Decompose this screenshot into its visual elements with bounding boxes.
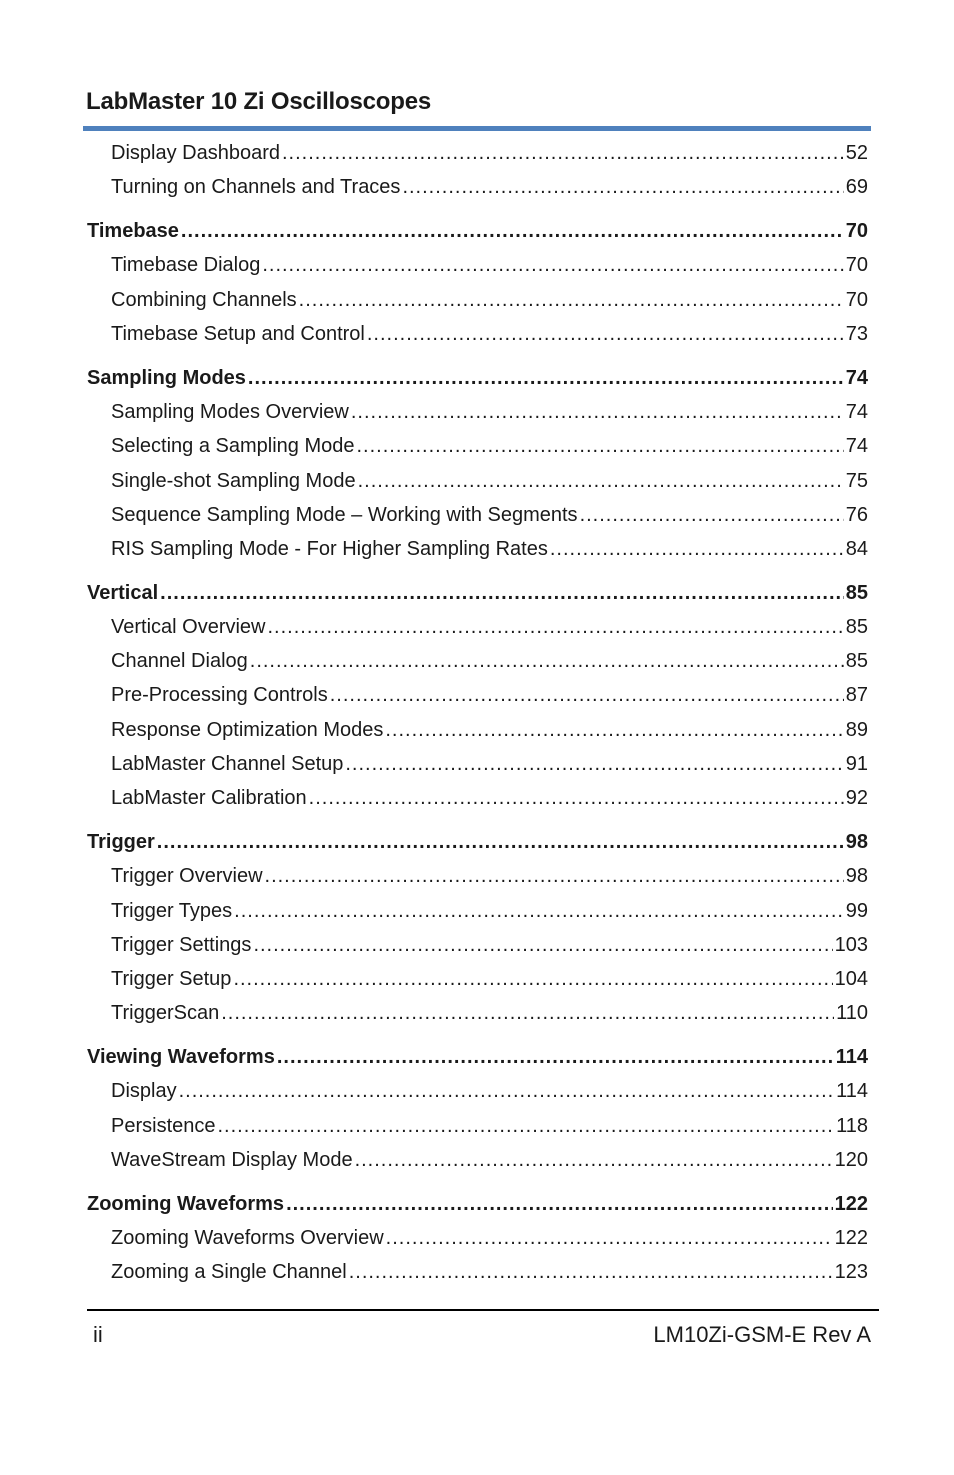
footer-page-number: ii [93,1322,103,1347]
toc-dot-leader [181,218,844,244]
toc-entry-label: Zooming a Single Channel [111,1261,347,1283]
toc-section-entry[interactable] [111,502,868,528]
toc-entry-page: 74 [845,435,868,457]
toc-entry-label: Response Optimization Modes [111,719,384,741]
toc-dot-leader [351,399,844,425]
toc-section-entry[interactable] [111,399,868,425]
toc-dot-leader [160,580,844,606]
toc-dot-leader [349,1259,833,1285]
toc-entry-label: RIS Sampling Mode - For Higher Sampling Rates [111,538,548,560]
toc-dot-leader [282,140,844,166]
toc-section-entry[interactable] [111,1147,868,1173]
toc-section-entry[interactable] [111,614,868,640]
toc-section-entry[interactable] [111,717,868,743]
toc-entry-page: 98 [845,831,868,853]
toc-entry-page: 70 [845,289,868,311]
toc-entry-label: Trigger Setup [111,968,232,990]
toc-entry-page: 114 [835,1046,868,1068]
header-divider [83,126,871,131]
toc-dot-leader [218,1113,835,1139]
toc-entry-label: Sampling Modes Overview [111,401,349,423]
toc-section-entry[interactable] [111,785,868,811]
toc-entry-page: 74 [845,401,868,423]
toc-dot-leader [234,898,844,924]
toc-dot-leader [345,751,843,777]
page-title: LabMaster 10 Zi Oscilloscopes [86,88,432,115]
toc-entry-label: Timebase Setup and Control [111,323,365,345]
toc-entry-page: 114 [836,1080,868,1102]
toc-entry-page: 122 [834,1227,868,1249]
toc-entry-label: Trigger Settings [111,934,252,956]
toc-entry-label: Sampling Modes [87,367,246,389]
toc-chapter-entry[interactable] [87,580,868,606]
toc-section-entry[interactable] [111,536,868,562]
toc-chapter-entry[interactable] [87,829,868,855]
toc-entry-label: Zooming Waveforms [87,1193,285,1215]
toc-entry-page: 98 [845,865,868,887]
toc-section-entry[interactable] [111,433,868,459]
toc-section-entry[interactable] [111,751,868,777]
toc-entry-page: 70 [845,254,868,276]
toc-dot-leader [580,502,844,528]
toc-entry-page: 122 [834,1193,868,1215]
toc-section-entry[interactable] [111,468,868,494]
toc-entry-page: 92 [845,787,868,809]
toc-entry-label: Single-shot Sampling Mode [111,470,356,492]
toc-chapter-entry[interactable] [87,365,868,391]
toc-dot-leader [356,433,843,459]
toc-dot-leader [221,1000,834,1026]
toc-section-entry[interactable] [111,1000,868,1026]
toc-section-entry[interactable] [111,321,868,347]
toc-entry-page: 91 [845,753,868,775]
toc-section-entry[interactable] [111,140,868,166]
toc-entry-label: Timebase Dialog [111,254,261,276]
toc-entry-label: TriggerScan [111,1002,220,1024]
toc-entry-page: 103 [834,934,868,956]
toc-dot-leader [268,614,844,640]
toc-entry-page: 85 [845,616,868,638]
toc-entry-page: 104 [834,968,868,990]
toc-entry-page: 85 [845,650,868,672]
toc-section-entry[interactable] [111,1259,868,1285]
toc-entry-page: 99 [845,900,868,922]
toc-entry-page: 87 [845,684,868,706]
toc-entry-label: Turning on Channels and Traces [111,176,401,198]
toc-entry-page: 52 [845,142,868,164]
toc-section-entry[interactable] [111,682,868,708]
footer-divider [87,1309,879,1311]
toc-entry-label: Pre-Processing Controls [111,684,328,706]
toc-section-entry[interactable] [111,863,868,889]
toc-entry-label: Persistence [111,1115,216,1137]
toc-entry-label: Display Dashboard [111,142,280,164]
toc-entry-label: Zooming Waveforms Overview [111,1227,384,1249]
toc-dot-leader [367,321,844,347]
toc-entry-label: Channel Dialog [111,650,248,672]
toc-entry-label: Vertical Overview [111,616,266,638]
toc-dot-leader [233,966,832,992]
toc-entry-label: LabMaster Calibration [111,787,307,809]
toc-dot-leader [330,682,844,708]
toc-dot-leader [265,863,844,889]
footer-doc-id: LM10Zi-GSM-E Rev A [653,1322,871,1347]
toc-chapter-entry[interactable] [87,218,868,244]
toc-entry-label: Timebase [87,220,179,242]
toc-section-entry[interactable] [111,898,868,924]
toc-entry-page: 84 [845,538,868,560]
toc-entry-page: 70 [845,220,868,242]
toc-entry-label: Vertical [87,582,159,604]
toc-entry-page: 74 [845,367,868,389]
toc-entry-page: 69 [845,176,868,198]
toc-entry-label: Display [111,1080,177,1102]
toc-entry-label: Trigger Types [111,900,233,922]
toc-section-entry[interactable] [111,252,868,278]
toc-chapter-entry[interactable] [87,1044,868,1070]
toc-dot-leader [286,1191,833,1217]
toc-dot-leader [157,829,844,855]
toc-dot-leader [248,365,844,391]
toc-section-entry[interactable] [111,1078,868,1104]
toc-entry-label: Combining Channels [111,289,297,311]
toc-dot-leader [385,717,843,743]
toc-entry-label: WaveStream Display Mode [111,1149,353,1171]
toc-dot-leader [277,1044,834,1070]
toc-entry-label: Viewing Waveforms [87,1046,275,1068]
toc-dot-leader [309,785,844,811]
toc-entry-page: 89 [845,719,868,741]
toc-dot-leader [402,174,843,200]
toc-entry-label: Trigger [87,831,155,853]
toc-dot-leader [299,287,844,313]
toc-entry-page: 123 [834,1261,868,1283]
toc-section-entry[interactable] [111,174,868,200]
toc-dot-leader [253,932,832,958]
toc-section-entry[interactable] [111,648,868,674]
toc-section-entry[interactable] [111,287,868,313]
toc-section-entry[interactable] [111,1225,868,1251]
toc-entry-page: 110 [836,1002,868,1024]
toc-entry-label: LabMaster Channel Setup [111,753,344,775]
toc-entry-page: 120 [834,1149,868,1171]
toc-dot-leader [250,648,844,674]
toc-section-entry[interactable] [111,932,868,958]
toc-dot-leader [550,536,844,562]
toc-dot-leader [358,468,844,494]
toc-entry-page: 76 [845,504,868,526]
toc-entry-page: 118 [836,1115,868,1137]
toc-entry-page: 75 [845,470,868,492]
toc-entry-page: 73 [845,323,868,345]
toc-dot-leader [355,1147,833,1173]
toc-chapter-entry[interactable] [87,1191,868,1217]
toc-entry-label: Sequence Sampling Mode – Working with Segments [111,504,578,526]
toc-entry-label: Selecting a Sampling Mode [111,435,355,457]
toc-section-entry[interactable] [111,1113,868,1139]
toc-section-entry[interactable] [111,966,868,992]
toc-entry-page: 85 [845,582,868,604]
toc-entry-label: Trigger Overview [111,865,263,887]
toc-dot-leader [262,252,843,278]
toc-dot-leader [179,1078,835,1104]
toc-dot-leader [386,1225,833,1251]
